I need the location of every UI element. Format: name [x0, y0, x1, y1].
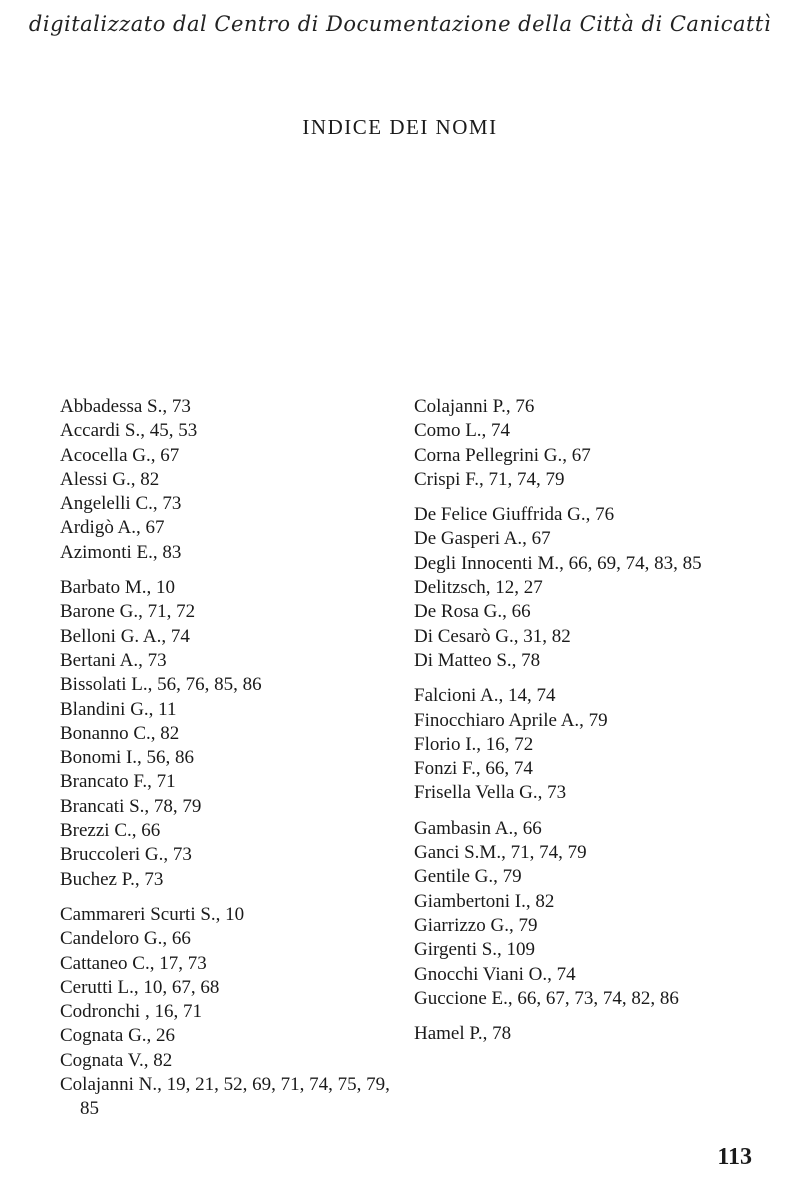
- index-entry: Bonomi I., 56, 86: [60, 747, 195, 769]
- letter-group: [414, 503, 774, 673]
- letter-group-gap: [60, 565, 400, 576]
- index-entry: Guccione E., 66, 67, 73, 74, 82, 86: [414, 987, 679, 1009]
- letter-group-gap: [414, 673, 774, 684]
- letter-group-gap: [414, 806, 774, 817]
- index-entry: Azimonti E., 83: [60, 541, 182, 563]
- index-entry: Girgenti S., 109: [414, 939, 536, 961]
- page-title: INDICE DEI NOMI: [302, 115, 498, 139]
- index-entry: Barbato M., 10: [60, 577, 176, 599]
- index-entry: Gnocchi Viani O., 74: [414, 963, 576, 985]
- index-entry: Brancati S., 78, 79: [60, 795, 202, 817]
- index-entry: De Gasperi A., 67: [414, 528, 551, 550]
- index-entry: Ardigò A., 67: [60, 517, 165, 539]
- index-entry: Cognata V., 82: [60, 1049, 173, 1071]
- letter-group: [414, 395, 774, 492]
- index-entry: Cattaneo C., 17, 73: [60, 952, 207, 974]
- index-entry: Gentile G., 79: [414, 866, 522, 888]
- index-entry: Cerutti L., 10, 67, 68: [60, 976, 220, 998]
- index-right-column: [414, 395, 774, 1046]
- index-entry: Delitzsch, 12, 27: [414, 577, 543, 599]
- index-entry: Bruccoleri G., 73: [60, 844, 192, 866]
- index-entry: Barone G., 71, 72: [60, 601, 196, 623]
- index-entry: Gambasin A., 66: [414, 817, 542, 839]
- index-entry: Candeloro G., 66: [60, 928, 191, 950]
- letter-group: [60, 903, 400, 1122]
- index-entry: Bissolati L., 56, 76, 85, 86: [60, 674, 262, 696]
- digitization-watermark: digitalizzato dal Centro di Documentazione della Città di Canicattì: [28, 12, 772, 36]
- index-entry: Blandini G., 11: [60, 698, 177, 720]
- page-number: 113: [717, 1144, 752, 1170]
- letter-group-gap: [414, 1011, 774, 1022]
- letter-group: [414, 817, 774, 1011]
- index-entry: Hamel P., 78: [414, 1023, 512, 1045]
- index-entry: Belloni G. A., 74: [60, 625, 190, 647]
- index-entry: Colajanni P., 76: [414, 396, 535, 417]
- letter-group-gap: [414, 492, 774, 503]
- letter-group: [60, 576, 400, 892]
- index-entry: Crispi F., 71, 74, 79: [414, 468, 565, 490]
- index-entry: Ganci S.M., 71, 74, 79: [414, 842, 587, 864]
- index-entry: Cognata G., 26: [60, 1025, 176, 1047]
- index-entry: Di Matteo S., 78: [414, 649, 541, 671]
- letter-group: [60, 395, 400, 565]
- index-entry: Brezzi C., 66: [60, 820, 161, 842]
- index-entry: Colajanni N., 19, 21, 52, 69, 71, 74, 75, 79, 85: [60, 1074, 390, 1120]
- index-entry: Corna Pellegrini G., 67: [414, 444, 591, 466]
- index-left-column: [60, 395, 400, 1122]
- index-entry: Como L., 74: [414, 420, 511, 442]
- letter-group: [414, 684, 774, 805]
- index-entry: Fonzi F., 66, 74: [414, 758, 533, 780]
- index-entry: Falcioni A., 14, 74: [414, 685, 556, 707]
- index-entry: Bertani A., 73: [60, 649, 167, 671]
- letter-group: [414, 1022, 774, 1046]
- index-entry: Abbadessa S., 73: [60, 396, 191, 417]
- index-entry: Degli Innocenti M., 66, 69, 74, 83, 85: [414, 552, 702, 574]
- index-entry: Alessi G., 82: [60, 468, 160, 490]
- index-entry: Codronchi , 16, 71: [60, 1001, 202, 1023]
- index-entry: Cammareri Scurti S., 10: [60, 903, 245, 925]
- index-entry: Frisella Vella G., 73: [414, 782, 567, 804]
- index-entry: Angelelli C., 73: [60, 493, 182, 515]
- index-entry: Giarrizzo G., 79: [414, 914, 538, 936]
- index-entry: Bonanno C., 82: [60, 722, 180, 744]
- index-entry: Brancato F., 71: [60, 771, 176, 793]
- index-entry: Acocella G., 67: [60, 444, 180, 466]
- index-entry: Di Cesarò G., 31, 82: [414, 625, 571, 647]
- index-entry: Florio I., 16, 72: [414, 733, 534, 755]
- index-entry: Giambertoni I., 82: [414, 890, 555, 912]
- index-entry: Accardi S., 45, 53: [60, 420, 198, 442]
- letter-group-gap: [60, 892, 400, 903]
- index-entry: Finocchiaro Aprile A., 79: [414, 709, 608, 731]
- index-entry: Buchez P., 73: [60, 868, 164, 890]
- index-entry: De Felice Giuffrida G., 76: [414, 504, 615, 526]
- index-entry: De Rosa G., 66: [414, 601, 531, 623]
